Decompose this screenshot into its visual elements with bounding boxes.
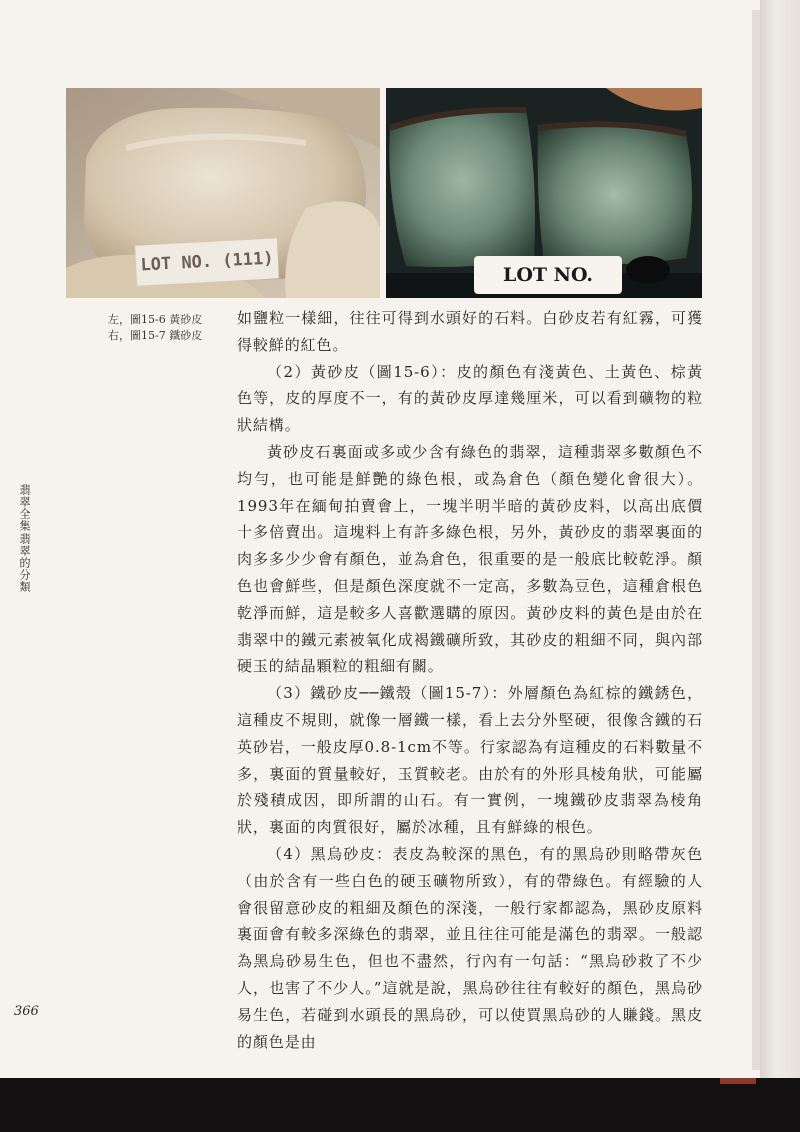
body-text (237, 305, 703, 1055)
side-title-chapter: 翡翠的分類 (18, 533, 31, 593)
side-title-book: 翡翠全集 (18, 484, 31, 532)
paragraph-yellow-sand-skin-detail: 黃砂皮石裏面或多或少含有綠色的翡翠，這種翡翠多數顏色不均勻，也可能是鮮艷的綠色根，或為倉色（顏色變化會很大）。1993年在緬甸拍賣會上，一塊半明半暗的黃砂皮料，以高出底價十多倍賣出。這塊料上有許多綠色根，另外，黃砂皮的翡翠裏面的肉多多少少會有顏色，並為倉色，很重要的是一般底比較乾淨。顏色也會鮮些，但是顏色深度就不一定高，多數為豆色，這種倉根色乾淨而鮮，這是較多人喜歡選購的原因。黃砂皮料的黃色是由於在翡翠中的鐵元素被氧化成褐鐵礦所致，其砂皮的粗細不同，與內部硬玉的結晶顆粒的粗細有關。 (237, 442, 703, 676)
lot-label-left: LOT NO. (111) (135, 238, 279, 285)
page-edge (760, 0, 800, 1080)
side-running-title (14, 484, 32, 593)
paragraph-black-sand-skin: （4）黑烏砂皮：表皮為較深的黑色，有的黑烏砂則略帶灰色（由於含有一些白色的硬玉礦物所致），有的帶綠色。有經驗的人會很留意砂皮的粗細及顏色的深淺，一般行家都認為，黑砂皮原料裏面會有較多深綠色的翡翠，並且往往可能是滿色的翡翠。一般認為黑烏砂易生色，但也不盡然，行內有一句話：“黑烏砂救了不少人，也害了不少人。”這就是說，黑烏砂往往有較好的顏色，黑烏砂易生色，若碰到水頭長的黑烏砂，可以使買黑烏砂的人賺錢。黑皮的顏色是由 (237, 844, 703, 1051)
lot-label-right-prefix: LOT NO. (502, 264, 594, 286)
paragraph-iron-sand-skin: （3）鐵砂皮──鐵殼（圖15-7）：外層顏色為紅棕的鐵銹色，這種皮不規則，就像一層鐵一樣，看上去分外堅硬，很像含鐵的石英砂岩，一般皮厚0.8-1cm不等。行家認為有這種皮的石料數量不多，裏面的質量較好，玉質較老。由於有的外形具棱角狀，可能屬於殘積成因，即所謂的山石。有一實例，一塊鐵砂皮翡翠為棱角狀，裏面的肉質很好，屬於冰種，且有鮮綠的根色。 (237, 684, 703, 837)
scan-bottom-band (0, 1078, 800, 1132)
caption-right: 右，圖15-7 鐵砂皮 (108, 329, 203, 342)
paragraph-yellow-sand-skin: （2）黃砂皮（圖15-6）：皮的顏色有淺黃色、土黃色、棕黃色等，皮的厚度不一，有的黃砂皮厚達幾厘米，可以看到礦物的粒狀結構。 (237, 362, 703, 435)
photo-yellow-sand-skin (66, 88, 380, 298)
lot-label-right (474, 256, 622, 294)
scan-red-mark (720, 1078, 756, 1084)
caption-left: 左，圖15-6 黃砂皮 (108, 313, 203, 326)
page-number: 366 (14, 1004, 39, 1019)
photo-iron-sand-skin (386, 88, 702, 298)
figure-captions (108, 312, 218, 344)
lot-label-right-number (516, 297, 579, 298)
paragraph-continuation: 如鹽粒一樣細，往往可得到水頭好的石料。白砂皮若有紅霧，可獲得較鮮的紅色。 (237, 309, 703, 354)
